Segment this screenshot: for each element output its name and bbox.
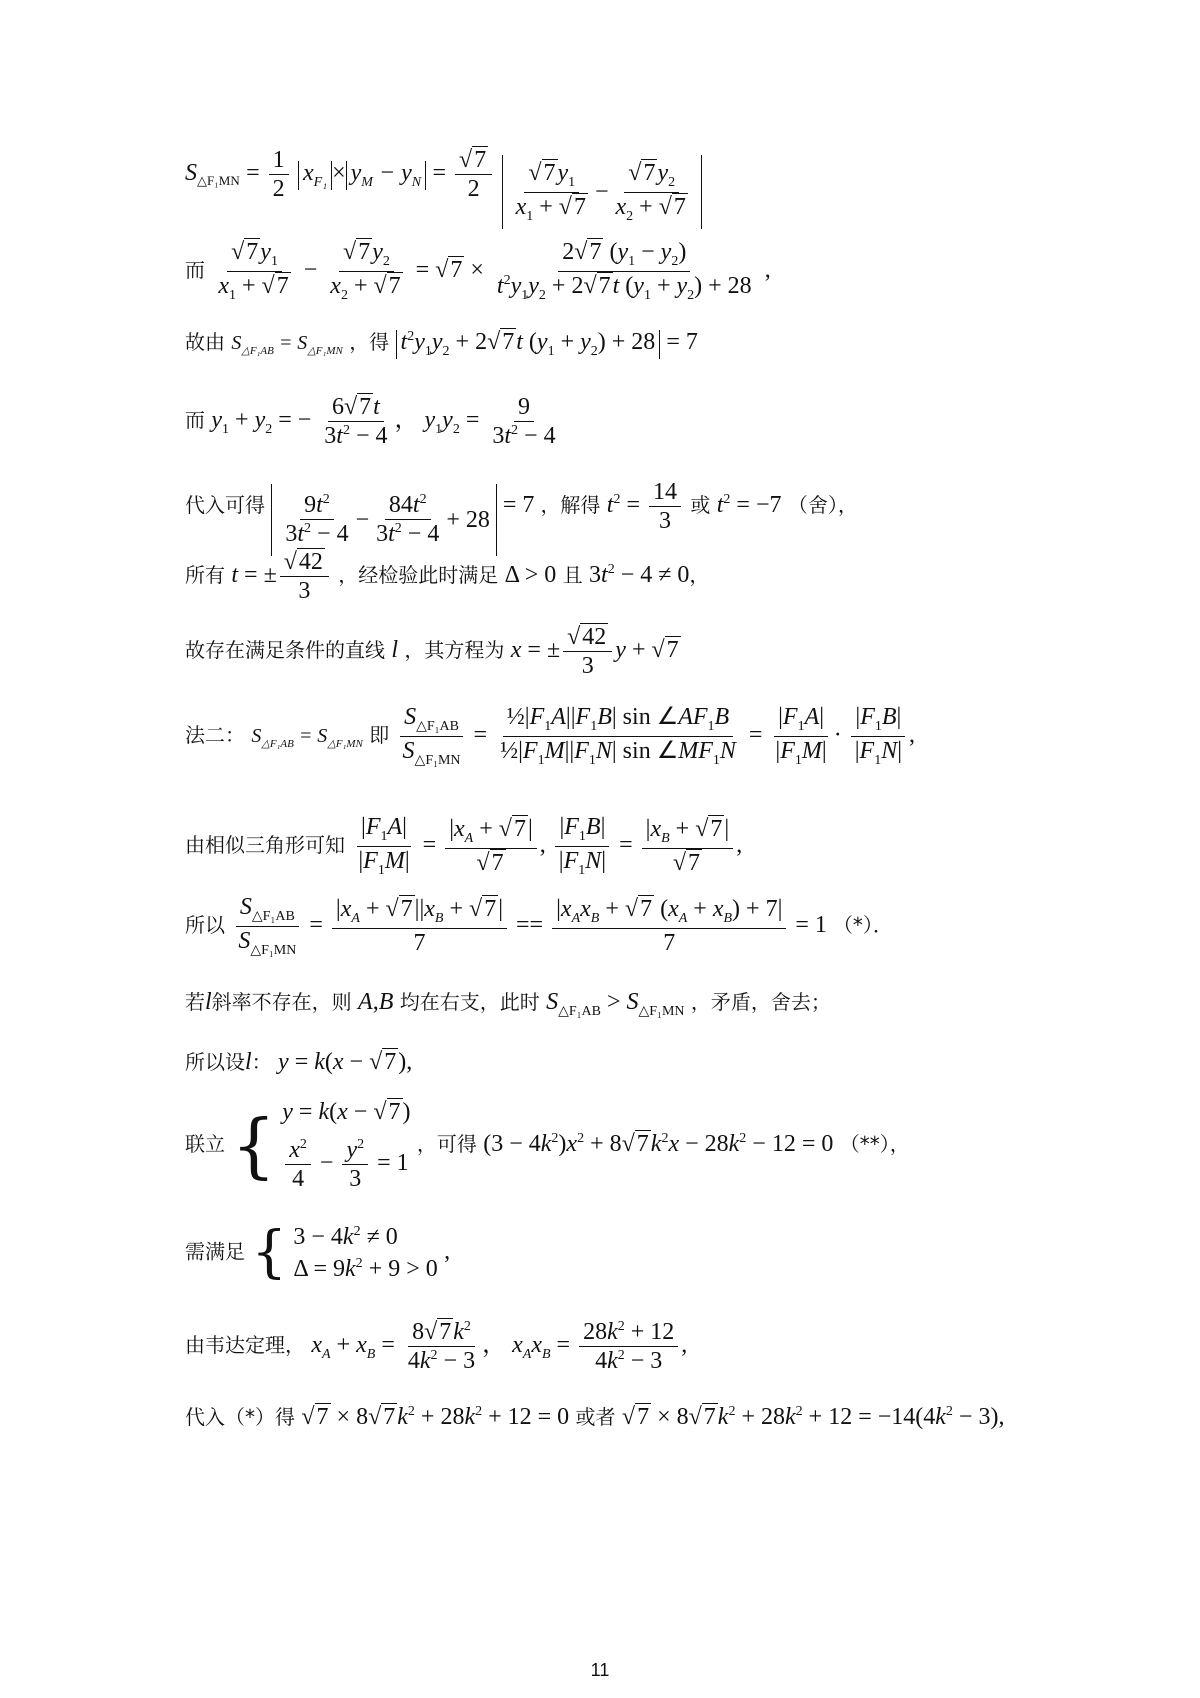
text-wei-da: 由韦达定理，: [185, 1333, 305, 1358]
formula-line-4: 而 $y_1 + y_2$ = − $\frac{6√7t}{3t^2 - 4}$ ， $y_1y_2$ = $\frac{9}{3t^2 - 4}$: [185, 394, 556, 449]
formula-line-15: 由韦达定理， $x_A + x_B$ = $\frac{8√7k^2}{4k^2 - 3}$ ， $x_Ax_B$ = $\frac{28k^2 + 12}{4k^2 - 3}$ ,: [185, 1319, 688, 1374]
text-you-zhi: 均在右支，此时: [399, 990, 540, 1014]
text-star: （*）．: [832, 912, 893, 937]
text-mao-dun: ，矛盾，舍去；: [690, 990, 831, 1014]
text-suo-yi-she: 所以设: [185, 1050, 245, 1074]
text-gu-cun-zai: 故存在满足条件的直线: [185, 638, 385, 663]
formula-line-11: 若l斜率不存在，则 A,B 均在右支，此时 $S_{\triangle F_1AB} > S_{\triangle F_1MN}$ ，矛盾，舍去；: [185, 989, 831, 1019]
text-qie: 且: [562, 563, 583, 588]
text-jie-de: ，解得: [540, 493, 601, 518]
text-ruo: 若: [185, 990, 205, 1014]
page-number: 11: [590, 1660, 610, 1680]
formula-line-3: 故由 $S_{\triangle F_1AB} = S_{\triangle F_1MN}$ ，得 $t^2y_1y_2 + 2√7t$ $(y_1 + y_2) + 28 = 7$: [185, 329, 698, 359]
text-fa-er: 法二：: [185, 722, 245, 747]
formula-line-12: 所以设l： y = k(x − √7),: [185, 1049, 413, 1075]
text-xu-man-zu: 需满足: [185, 1239, 245, 1264]
formula-line-6: 所有 t = ± $\frac{√42}{3}$ ，经检验此时满足 Δ > 0 且 $3t^2 - 4 \ne 0$，: [185, 549, 710, 604]
text-ke-de: ，可得: [416, 1132, 477, 1156]
text-er: 而: [185, 257, 205, 282]
formula-line-9: 由相似三角形可知 $\frac{|F_1A|}{|F_1M|}$ = $\frac{|x_A + √7|}{√7}$ , $\frac{|F_1B|}{|F_1N|}$ = $\frac{|x_B + √7|}{√7}$ ,: [185, 814, 743, 878]
text-lian-li: 联立: [185, 1132, 225, 1156]
formula-line-7: 故存在满足条件的直线 l ，其方程为 x = ± $\frac{√42}{3}$ y + √7: [185, 624, 679, 679]
text-ji: 即: [369, 722, 390, 747]
text-dai-ru: 代入可得: [185, 493, 265, 518]
text-qi-fang-cheng: ，其方程为: [404, 638, 505, 663]
formula-line-10: 所以 $\frac{S_{\triangle F_1AB}}{S_{\triangle F_1MN}}$ = $\frac{|x_A + √7||x_B + √7|}{7}$ == $\frac{|x_Ax_B + √7 (x_A + x_B) + 7|}{7}$ = 1 （*）．: [185, 894, 893, 958]
text-er-2: 而: [185, 408, 205, 433]
text-she: （舍），: [787, 493, 858, 518]
formula-line-14: 需满足 { $3 - 4k^2 \ne 0$ $\Delta = 9k^2 + 9 > 0$ ,: [185, 1220, 451, 1285]
text-de: ，得: [349, 330, 390, 354]
formula-line-2: 而 $\frac{√7y_1}{x_1 + √7}$ − $\frac{√7y_2}{x_2 + √7}$ = √7 × $\frac{2√7 (y_1 - y_2)}{t^2y_1y_2 + 2√7t (y_1 + y_2) + 28}$ ,: [185, 239, 771, 303]
formula-area-f1mn: $S_{\triangle F_1MN}$ = $\frac{1}{2}$ $x_{F_1} \times y_M - y_N$ = $\frac{√7}{2}$ $\frac{√7y_1}{x_1 + √7}$ − $\frac{√7y_2}{x_2 + √7}$: [185, 148, 702, 229]
text-double-star: （**），: [839, 1132, 910, 1156]
text-dai-ru-star: 代入（*）得: [185, 1405, 295, 1429]
text-jing-jian-yan: ，经检验此时满足: [338, 563, 499, 588]
text-suo-yi: 所以: [185, 912, 225, 937]
text-suo-you: 所有: [185, 563, 225, 588]
text-huo: 或: [690, 493, 711, 518]
text-xiang-si: 由相似三角形可知: [185, 832, 345, 857]
formula-line-5: 代入可得 $\frac{9t^2}{3t^2 - 4}$ − $\frac{84t^2}{3t^2 - 4}$ + 28 = 7 ，解得 $t^2$ = $\frac{14}{3}$ 或 $t^2 = -7$ （舍），: [185, 480, 858, 556]
text-huo-zhe: 或者: [575, 1405, 616, 1429]
text-xie-lv: 斜率不存在，则: [211, 990, 352, 1014]
formula-line-13: 联立 { y = k(x − √7) $\frac{x^2}{4}$ − $\frac{y^2}{3}$ = 1 ，可得 $(3 - 4k^2)x^2 + 8√7k^2x - 28k^2 - 12 = 0$ （**），: [185, 1099, 910, 1192]
formula-line-16: 代入（*）得 $√7 \times 8√7k^2 + 28k^2 + 12 = 0$ 或者 $√7 \times 8√7k^2 + 28k^2 + 12 = -14(4k^2 - 3)$,: [185, 1404, 1005, 1430]
text-gu-you: 故由: [185, 330, 225, 354]
formula-line-8: 法二： $S_{\triangle F_1AB} = S_{\triangle F_1MN}$ 即 $\frac{S_{\triangle F_1AB}}{S_{\triangle F_1MN}}$ = $\frac{\frac{1}{2}|F_1A||F_1B| \sin \angle AF_1B}{\frac{1}{2}|F_1M||F_1N| \sin \angle MF_1N}$ = $\frac{|F_1A|}{|F_1M|}$ · $\frac{|F_1B|}{|F_1N|}$ ,: [185, 704, 916, 768]
